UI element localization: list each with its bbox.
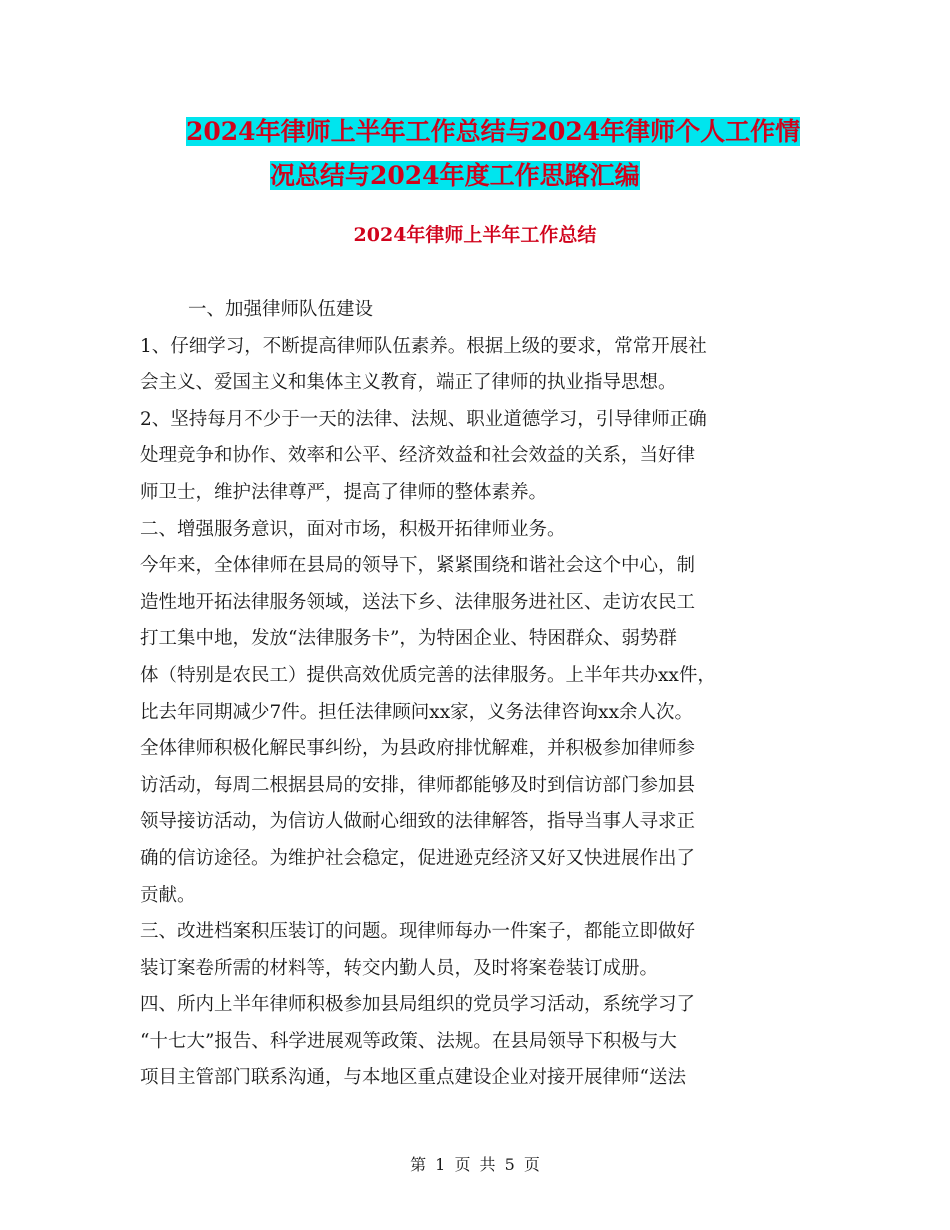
text-line: 项目主管部门联系沟通，与本地区重点建设企业对接开展律师“送法 [140, 1067, 686, 1089]
text-line: 打工集中地，发放“法律服务卡”，为特困企业、特困群众、弱势群 [140, 628, 677, 650]
text-line: 全体律师积极化解民事纠纷，为县政府排忧解难，并积极参加律师参 [140, 738, 696, 760]
text-line: 贡献。 [140, 884, 196, 906]
title-line-1-text: 2024年律师上半年工作总结与2024年律师个人工作情 [186, 117, 801, 146]
page-footer: 第 1 页 共 5 页 [410, 1155, 540, 1174]
text-line: 今年来，全体律师在县局的领导下，紧紧围绕和谐社会这个中心，制 [140, 555, 696, 577]
text-line: 确的信访途径。为维护社会稳定，促进逊克经济又好又快进展作出了 [140, 847, 696, 869]
heading-2: 二、增强服务意识，面对市场，积极开拓律师业务。 [140, 518, 566, 540]
section-title: 2024年律师上半年工作总结 [353, 224, 597, 246]
heading-4: 四、所内上半年律师积极参加县局组织的党员学习活动，系统学习了 [140, 994, 696, 1016]
body-text [140, 292, 812, 1097]
text-line: 师卫士，维护法律尊严，提高了律师的整体素养。 [140, 481, 548, 503]
title-line-1 [140, 110, 830, 154]
text-line: 会主义、爱国主义和集体主义教育，端正了律师的执业指导思想。 [140, 372, 677, 394]
heading-3: 三、改进档案积压装订的问题。现律师每办一件案子，都能立即做好 [140, 921, 696, 943]
title-line-2-text: 况总结与2024年度工作思路汇编 [270, 161, 640, 190]
document-title [140, 110, 830, 198]
title-line-2 [140, 154, 830, 198]
text-line: “十七大”报告、科学进展观等政策、法规。在县局领导下积极与大 [140, 1030, 677, 1052]
text-line: 访活动，每周二根据县局的安排，律师都能够及时到信访部门参加县 [140, 774, 696, 796]
text-line: 装订案卷所需的材料等，转交内勤人员，及时将案卷装订成册。 [140, 957, 659, 979]
text-line: 领导接访活动，为信访人做耐心细致的法律解答，指导当事人寻求正 [140, 811, 696, 833]
text-line: 体（特别是农民工）提供高效优质完善的法律服务。上半年共办xx件， [140, 664, 716, 686]
text-line: 造性地开拓法律服务领域，送法下乡、法律服务进社区、走访农民工 [140, 591, 696, 613]
heading-1: 一、加强律师队伍建设 [188, 299, 374, 320]
text-line: 2、坚持每月不少于一天的法律、法规、职业道德学习，引导律师正确 [140, 408, 707, 430]
text-line: 处理竞争和协作、效率和公平、经济效益和社会效益的关系，当好律 [140, 445, 696, 467]
text-line: 比去年同期减少7件。担任法律顾问xx家，义务法律咨询xx余人次。 [140, 701, 694, 723]
text-line: 1、仔细学习，不断提高律师队伍素养。根据上级的要求，常常开展社 [140, 335, 707, 357]
